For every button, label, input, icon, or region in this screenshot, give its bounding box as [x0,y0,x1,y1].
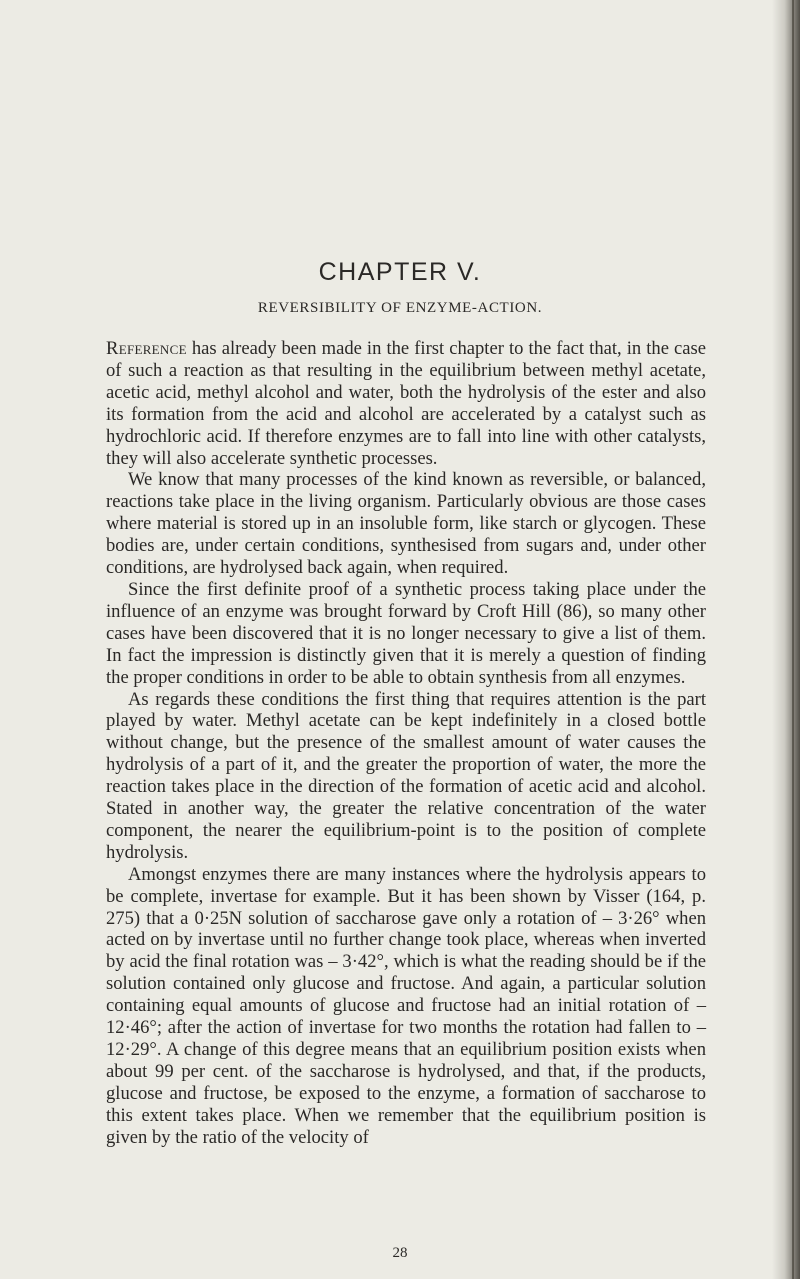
paragraph-4: As regards these conditions the first thing that requires attention is the part played by water. Methyl acetate can be kept indefinitely in a closed bottle without change, but the presence of the smallest amount of water causes the hydrolysis of a part of it, and the greater the proportion of water, the more the reaction takes place in the direction of the formation of acetic acid and alcohol. Stated in another way, the greater the relative concentration of the water component, the nearer the equilibrium-point is to the position of complete hydrolysis. [106,688,706,863]
page-edge-shadow [772,0,800,1279]
chapter-title: CHAPTER V. [318,258,482,286]
body-text [106,338,706,1149]
paragraph-5: Amongst enzymes there are many instances where the hydrolysis appears to be complete, invertase for example. But it has been shown by Visser (164, p. 275) that a 0·25N solution of saccharose gave only a rotation of – 3·26° when acted on by invertase until no further change took place, whereas when inverted by acid the final rotation was – 3·42°, which is what the reading should be if the solution contained only glucose and fructose. And again, a particular solution containing equal amounts of glucose and fructose had an initial rotation of – 12·46°; after the action of invertase for two months the rotation had fallen to – 12·29°. A change of this degree means that an equilibrium position exists when about 99 per cent. of the saccharose is hydrolysed, and that, if the products, glucose and fructose, be exposed to the enzyme, a formation of saccharose to this extent takes place. When we remember that the equilibrium position is given by the ratio of the velocity of [106,863,706,1148]
page-number: 28 [392,1245,408,1261]
paragraph-3: Since the first definite proof of a synthetic process taking place under the influence of an enzyme was brought forward by Croft Hill (86), so many other cases have been discovered that it is no longer necessary to give a list of them. In fact the impression is distinctly given that it is merely a question of finding the proper conditions in order to be able to obtain synthesis from all enzymes. [106,578,706,688]
chapter-subtitle: REVERSIBILITY OF ENZYME-ACTION. [257,300,543,316]
paragraph-2: We know that many processes of the kind known as reversible, or balanced, reactions take place in the living organism. Particularly obvious are those cases where material is stored up in an insoluble form, like starch or glycogen. These bodies are, under certain conditions, synthesised from sugars and, under other conditions, are hydrolysed back again, when required. [106,469,706,579]
paragraph-1 [106,338,706,469]
paragraph-lead-word: Reference [106,338,187,359]
paragraph-text: has already been made in the first chapter to the fact that, in the case of such a reaction as that resulting in the equilibrium between methyl acetate, acetic acid, methyl alcohol and water, both the hydrolysis of the ester and also its formation from the acid and alcohol are accelerated by a catalyst such as hydrochloric acid. If therefore enzymes are to fall into line with other catalysts, they will also accelerate synthetic processes. [106,338,706,469]
page-edge-line [792,0,794,1279]
